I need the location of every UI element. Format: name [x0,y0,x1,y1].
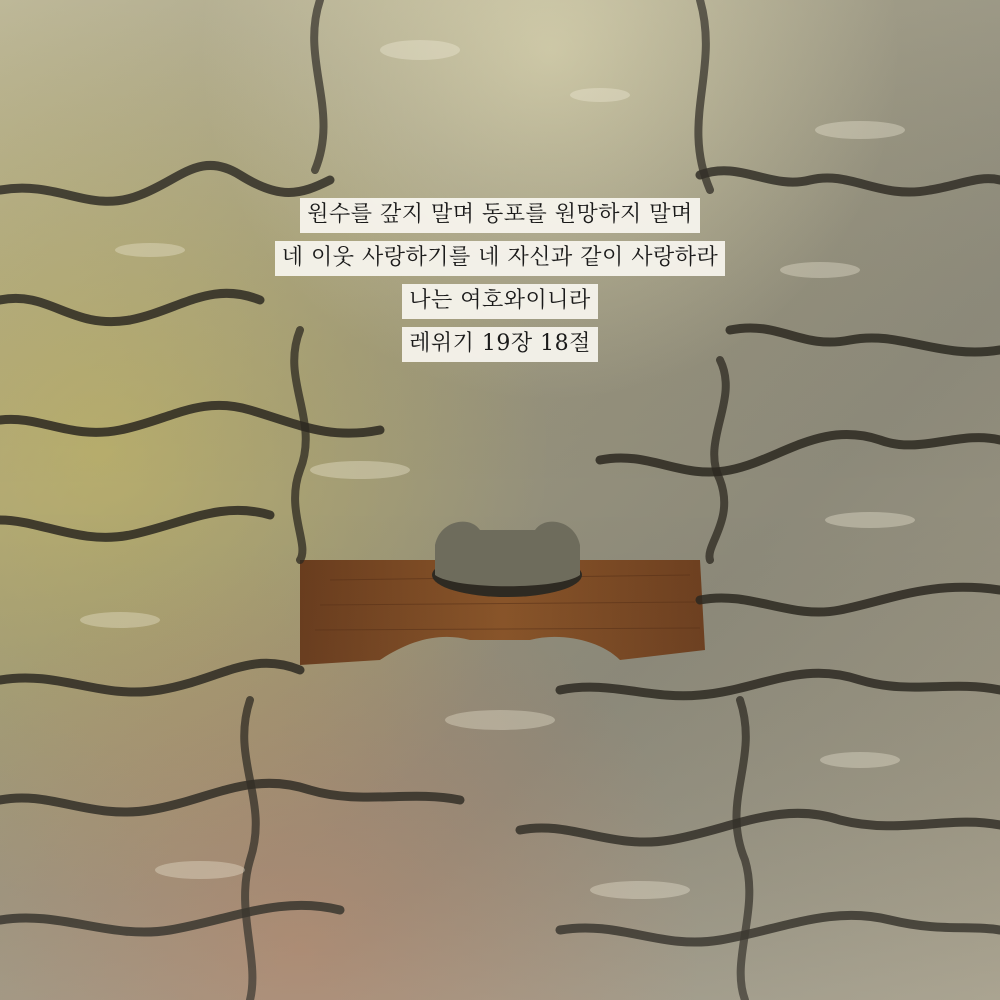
verse-line-2: 네 이웃 사랑하기를 네 자신과 같이 사랑하라 [275,241,726,276]
verse-line-1: 원수를 갚지 말며 동포를 원망하지 말며 [300,198,700,233]
verse-caption [0,198,1000,362]
verse-reference: 레위기 19장 18절 [402,327,598,362]
verse-line-3: 나는 여호와이니라 [402,284,598,319]
